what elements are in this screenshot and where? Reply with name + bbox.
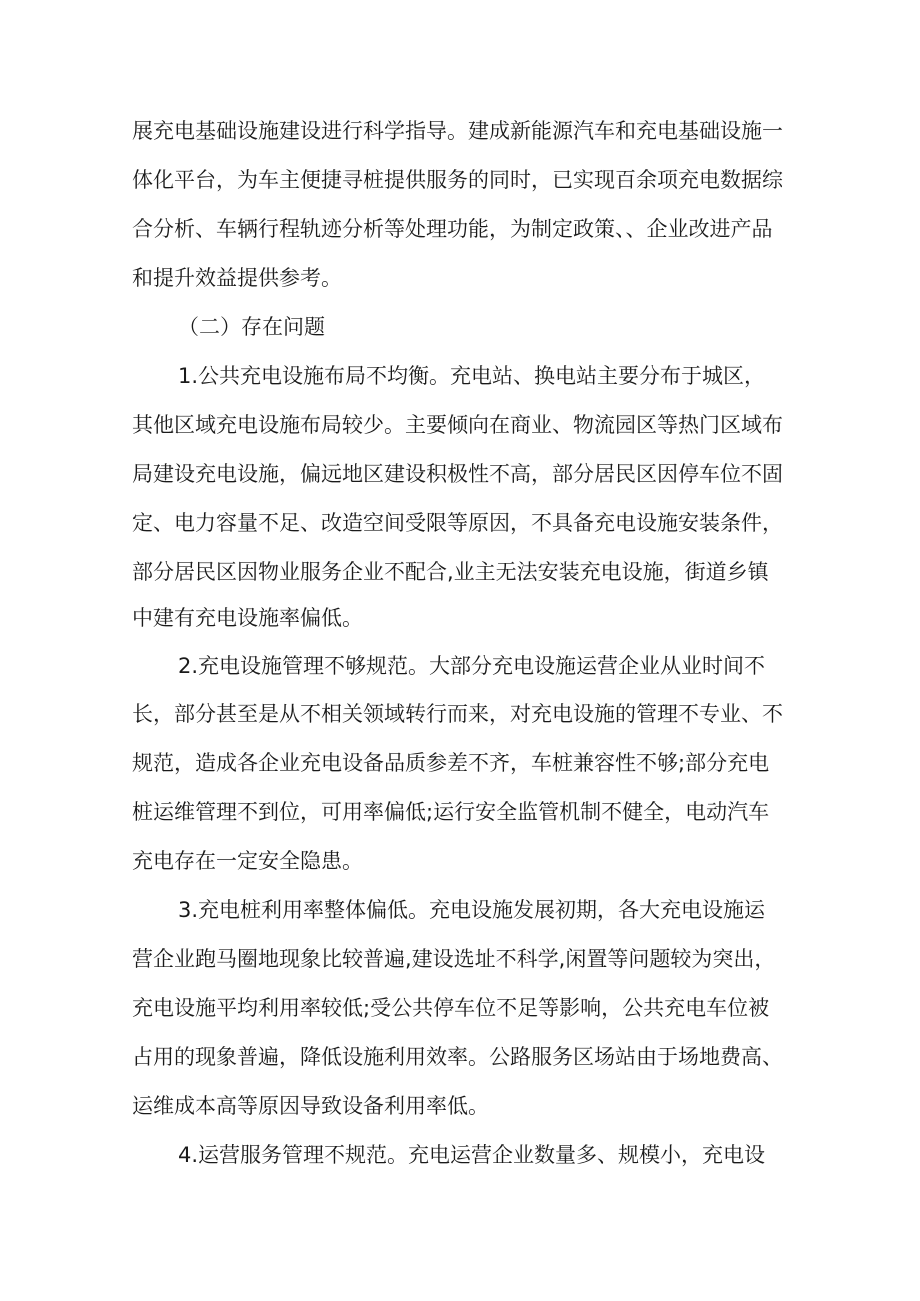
text-line: 其他区域充电设施布局较少。主要倾向在商业、物流园区等热门区域布 [132, 413, 783, 437]
text-line: 体化平台，为车主便捷寻桩提供服务的同时，已实现百余项充电数据综 [132, 168, 783, 192]
text-line: 4.运营服务管理不规范。充电运营企业数量多、规模小，充电设 [178, 1143, 766, 1167]
text-line: 3.充电桩利用率整体偏低。充电设施发展初期，各大充电设施运 [178, 898, 766, 922]
text-line: 合分析、车辆行程轨迹分析等处理功能，为制定政策、、企业改进产品 [132, 217, 773, 241]
text-line: 中建有充电设施率偏低。 [132, 606, 363, 630]
text-line: 长，部分甚至是从不相关领域转行而来，对充电设施的管理不专业、不 [132, 702, 783, 726]
text-line: 运维成本高等原因导致设备利用率低。 [132, 1094, 489, 1118]
text-line: 部分居民区因物业服务企业不配合,业主无法安装充电设施，街道乡镇 [132, 560, 769, 584]
text-line: 定、电力容量不足、改造空间受限等原因，不具备充电设施安装条件， [132, 511, 783, 535]
text-line: 2.充电设施管理不够规范。大部分充电设施运营企业从业时间不 [178, 654, 766, 678]
text-line: 和提升效益提供参考。 [132, 266, 342, 290]
text-line: 规范，造成各企业充电设备品质参差不齐，车桩兼容性不够;部分充电 [132, 751, 770, 775]
text-line: 占用的现象普遍，降低设施利用效率。公路服务区场站由于场地费高、 [132, 1045, 783, 1069]
text-line: 桩运维管理不到位，可用率偏低;运行安全监管机制不健全，电动汽车 [132, 800, 770, 824]
text-line: 充电存在一定安全隐患。 [132, 849, 363, 873]
text-line: 充电设施平均利用率较低;受公共停车位不足等影响，公共充电车位被 [132, 996, 770, 1020]
text-line: 1.公共充电设施布局不均衡。充电站、换电站主要分布于城区， [178, 364, 766, 388]
text-line: 营企业跑马圈地现象比较普遍,建设选址不科学,闲置等问题较为突出， [132, 947, 776, 971]
section-heading: （二）存在问题 [178, 315, 325, 339]
text-line: 展充电基础设施建设进行科学指导。建成新能源汽车和充电基础设施一 [132, 119, 783, 143]
text-line: 局建设充电设施，偏远地区建设积极性不高，部分居民区因停车位不固 [132, 462, 783, 486]
